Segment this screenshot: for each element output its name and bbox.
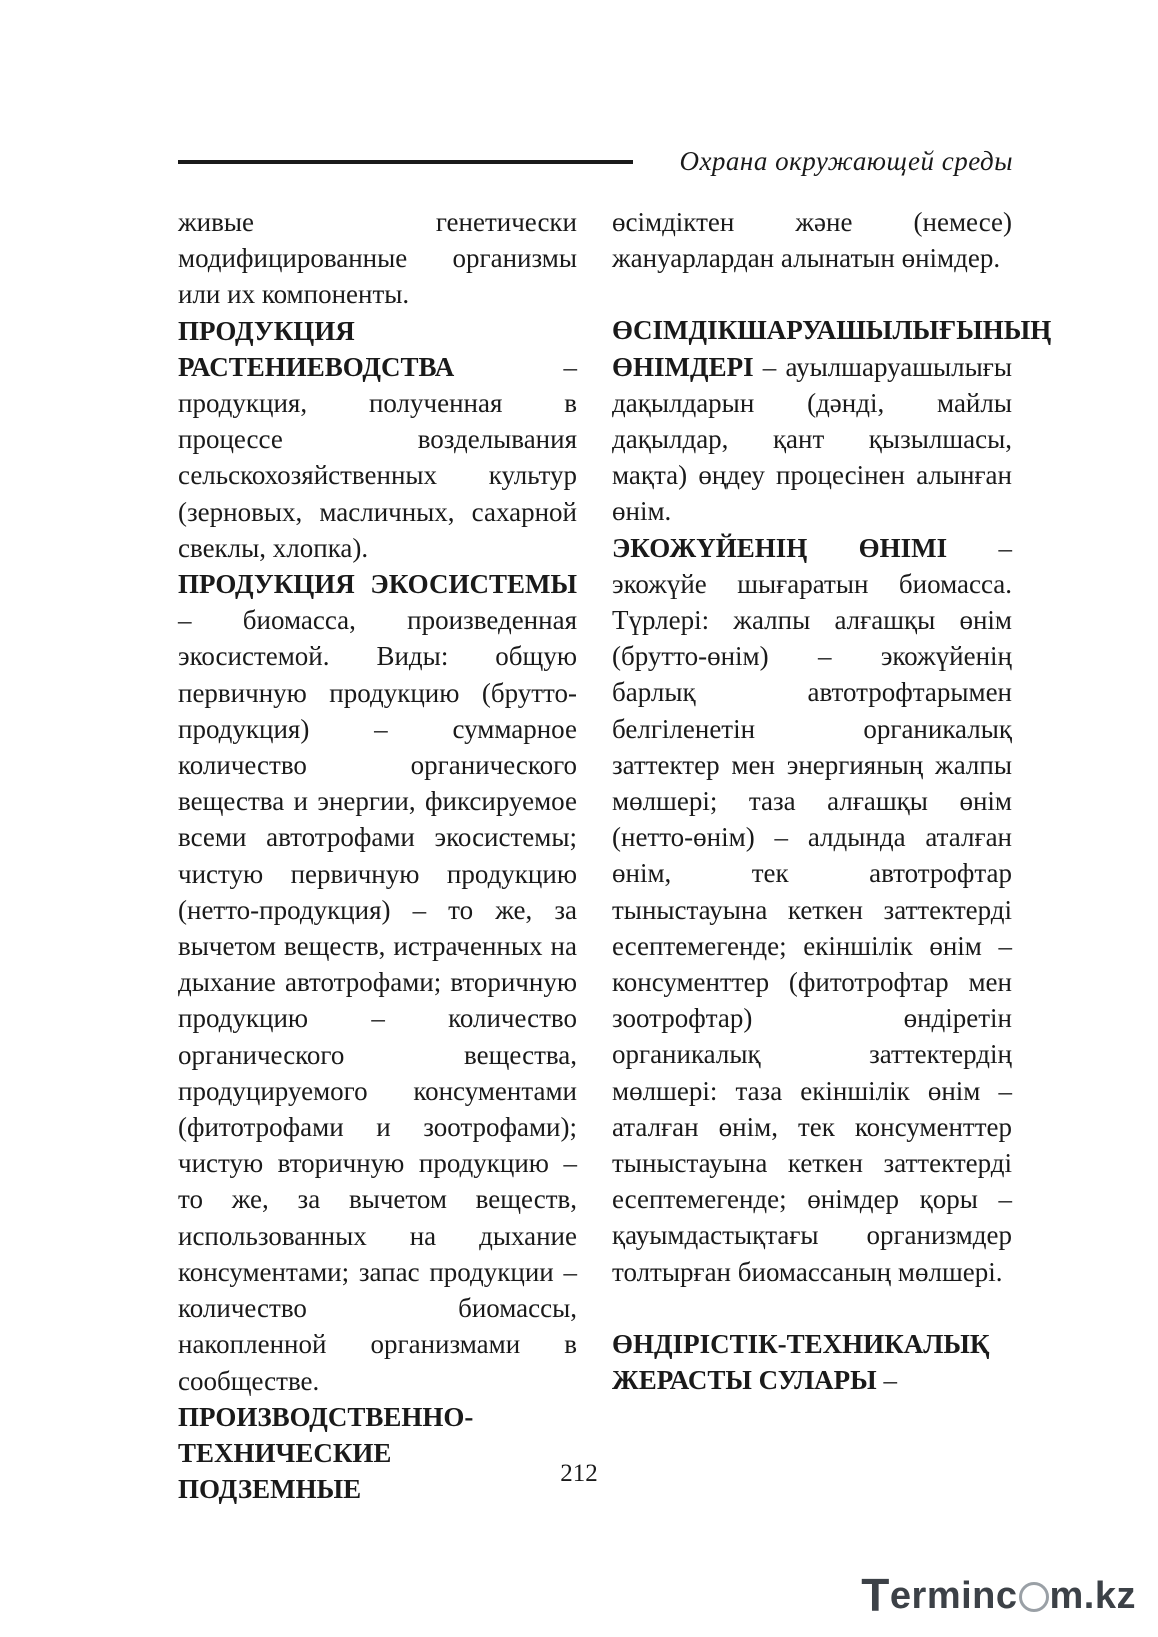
running-header: Охрана окружающей среды [679, 146, 1013, 176]
entry-text: өсімдіктен және (немесе) жануарлардан алынатын өнімдер. [612, 207, 1012, 274]
entry-podzemnye [178, 1399, 577, 1508]
entry-term: ПРОИЗВОДСТВЕННО-ТЕХНИЧЕСКИЕ ПОДЗЕМНЫЕ [178, 1401, 474, 1505]
watermark-part3: m.kz [1049, 1575, 1136, 1617]
entry-term: ПРОДУКЦИЯ РАСТЕНИЕВОДСТВА [178, 315, 455, 382]
entry-continued [612, 204, 1012, 276]
entry-text: – ауылшаруашылығы дақылдарын (дәнді, майлы дақылдар, қант қызылшасы, мақта) өңдеу процесінен алынған өнім. [612, 351, 1012, 527]
entry-zherasty [612, 1326, 1012, 1398]
entry-text: живые генетически модифицированные организмы или их компоненты. [178, 207, 577, 310]
entry-continued [178, 204, 577, 313]
entry-text: – биомасса, произведенная экосистемой. Виды: общую первичную продукцию (брутто-продукция) – суммарное количество органического вещества и энергии, фиксируемое всеми автотрофами экосистемы; чистую первичную продукцию (нетто-продукция) – то же, за вычетом веществ, истраченных на дыхание автотрофами; вторичную продукцию – количество органического вещества, продуцируемого консументами (фитотрофами и зоотрофами); чистую вторичную продукцию – то же, за вычетом веществ, использованных на дыхание консументами; запас продукции – количество биомассы, накопленной организмами в сообществе. [178, 605, 577, 1396]
header-rule [178, 160, 633, 164]
entry-term: ӨСІМДІКШАРУАШЫЛЫҒЫНЫҢ ӨНІМДЕРІ [612, 315, 1052, 382]
entry-term: ЭКОЖҮЙЕНІҢ ӨНІМІ [612, 532, 948, 563]
entry-ekozhuie [612, 530, 1012, 1290]
entry-rastenievodstvo [178, 313, 577, 566]
watermark-logo [861, 1565, 1136, 1619]
watermark-part1: ermin [889, 1575, 996, 1617]
right-column [612, 204, 1052, 1398]
watermark-prefix: T [861, 1569, 890, 1621]
entry-spacer [612, 1290, 1012, 1326]
entry-ekosistema [178, 566, 577, 1399]
magnifier-icon [1019, 1582, 1049, 1612]
page-number: 212 [560, 1460, 598, 1487]
entry-text: – продукция, полученная в процессе возделывания сельскохозяйственных культур (зерновых, масличных, сахарной свеклы, хлопка). [178, 351, 577, 563]
watermark-part2: c [995, 1575, 1018, 1617]
entry-text: – экожүйе шығаратын биомасса. Түрлері: жалпы алғашқы өнім (брутто-өнім) – экожүйенің барлық автотрофтарымен белгіленетін органикалық заттектер мен энергияның жалпы мөлшері; таза алғашқы өнім (нетто-өнім) – алдында аталған өнім, тек автотрофтар тыныстауына кеткен заттектерді есептемегенде; екіншілік өнім – консументтер (фитотрофтар мен зоотрофтар) өндіретін органикалық заттектердің мөлшері: таза екіншілік өнім – аталған өнім, тек консументтер тыныстауына кеткен заттектерді есептемегенде; өнімдер қоры – қауымдастықтағы организмдер толтырған биомассаның мөлшері. [612, 532, 1013, 1287]
entry-osimdik [612, 312, 1052, 529]
entry-term: ӨНДІРІСТІК-ТЕХНИКАЛЫҚ ЖЕРАСТЫ СУЛАРЫ [612, 1328, 990, 1396]
entry-term: ПРОДУКЦИЯ ЭКОСИСТЕМЫ [178, 569, 577, 600]
entry-text: – [876, 1365, 897, 1396]
left-column [178, 204, 577, 1507]
entry-spacer [612, 276, 1012, 312]
